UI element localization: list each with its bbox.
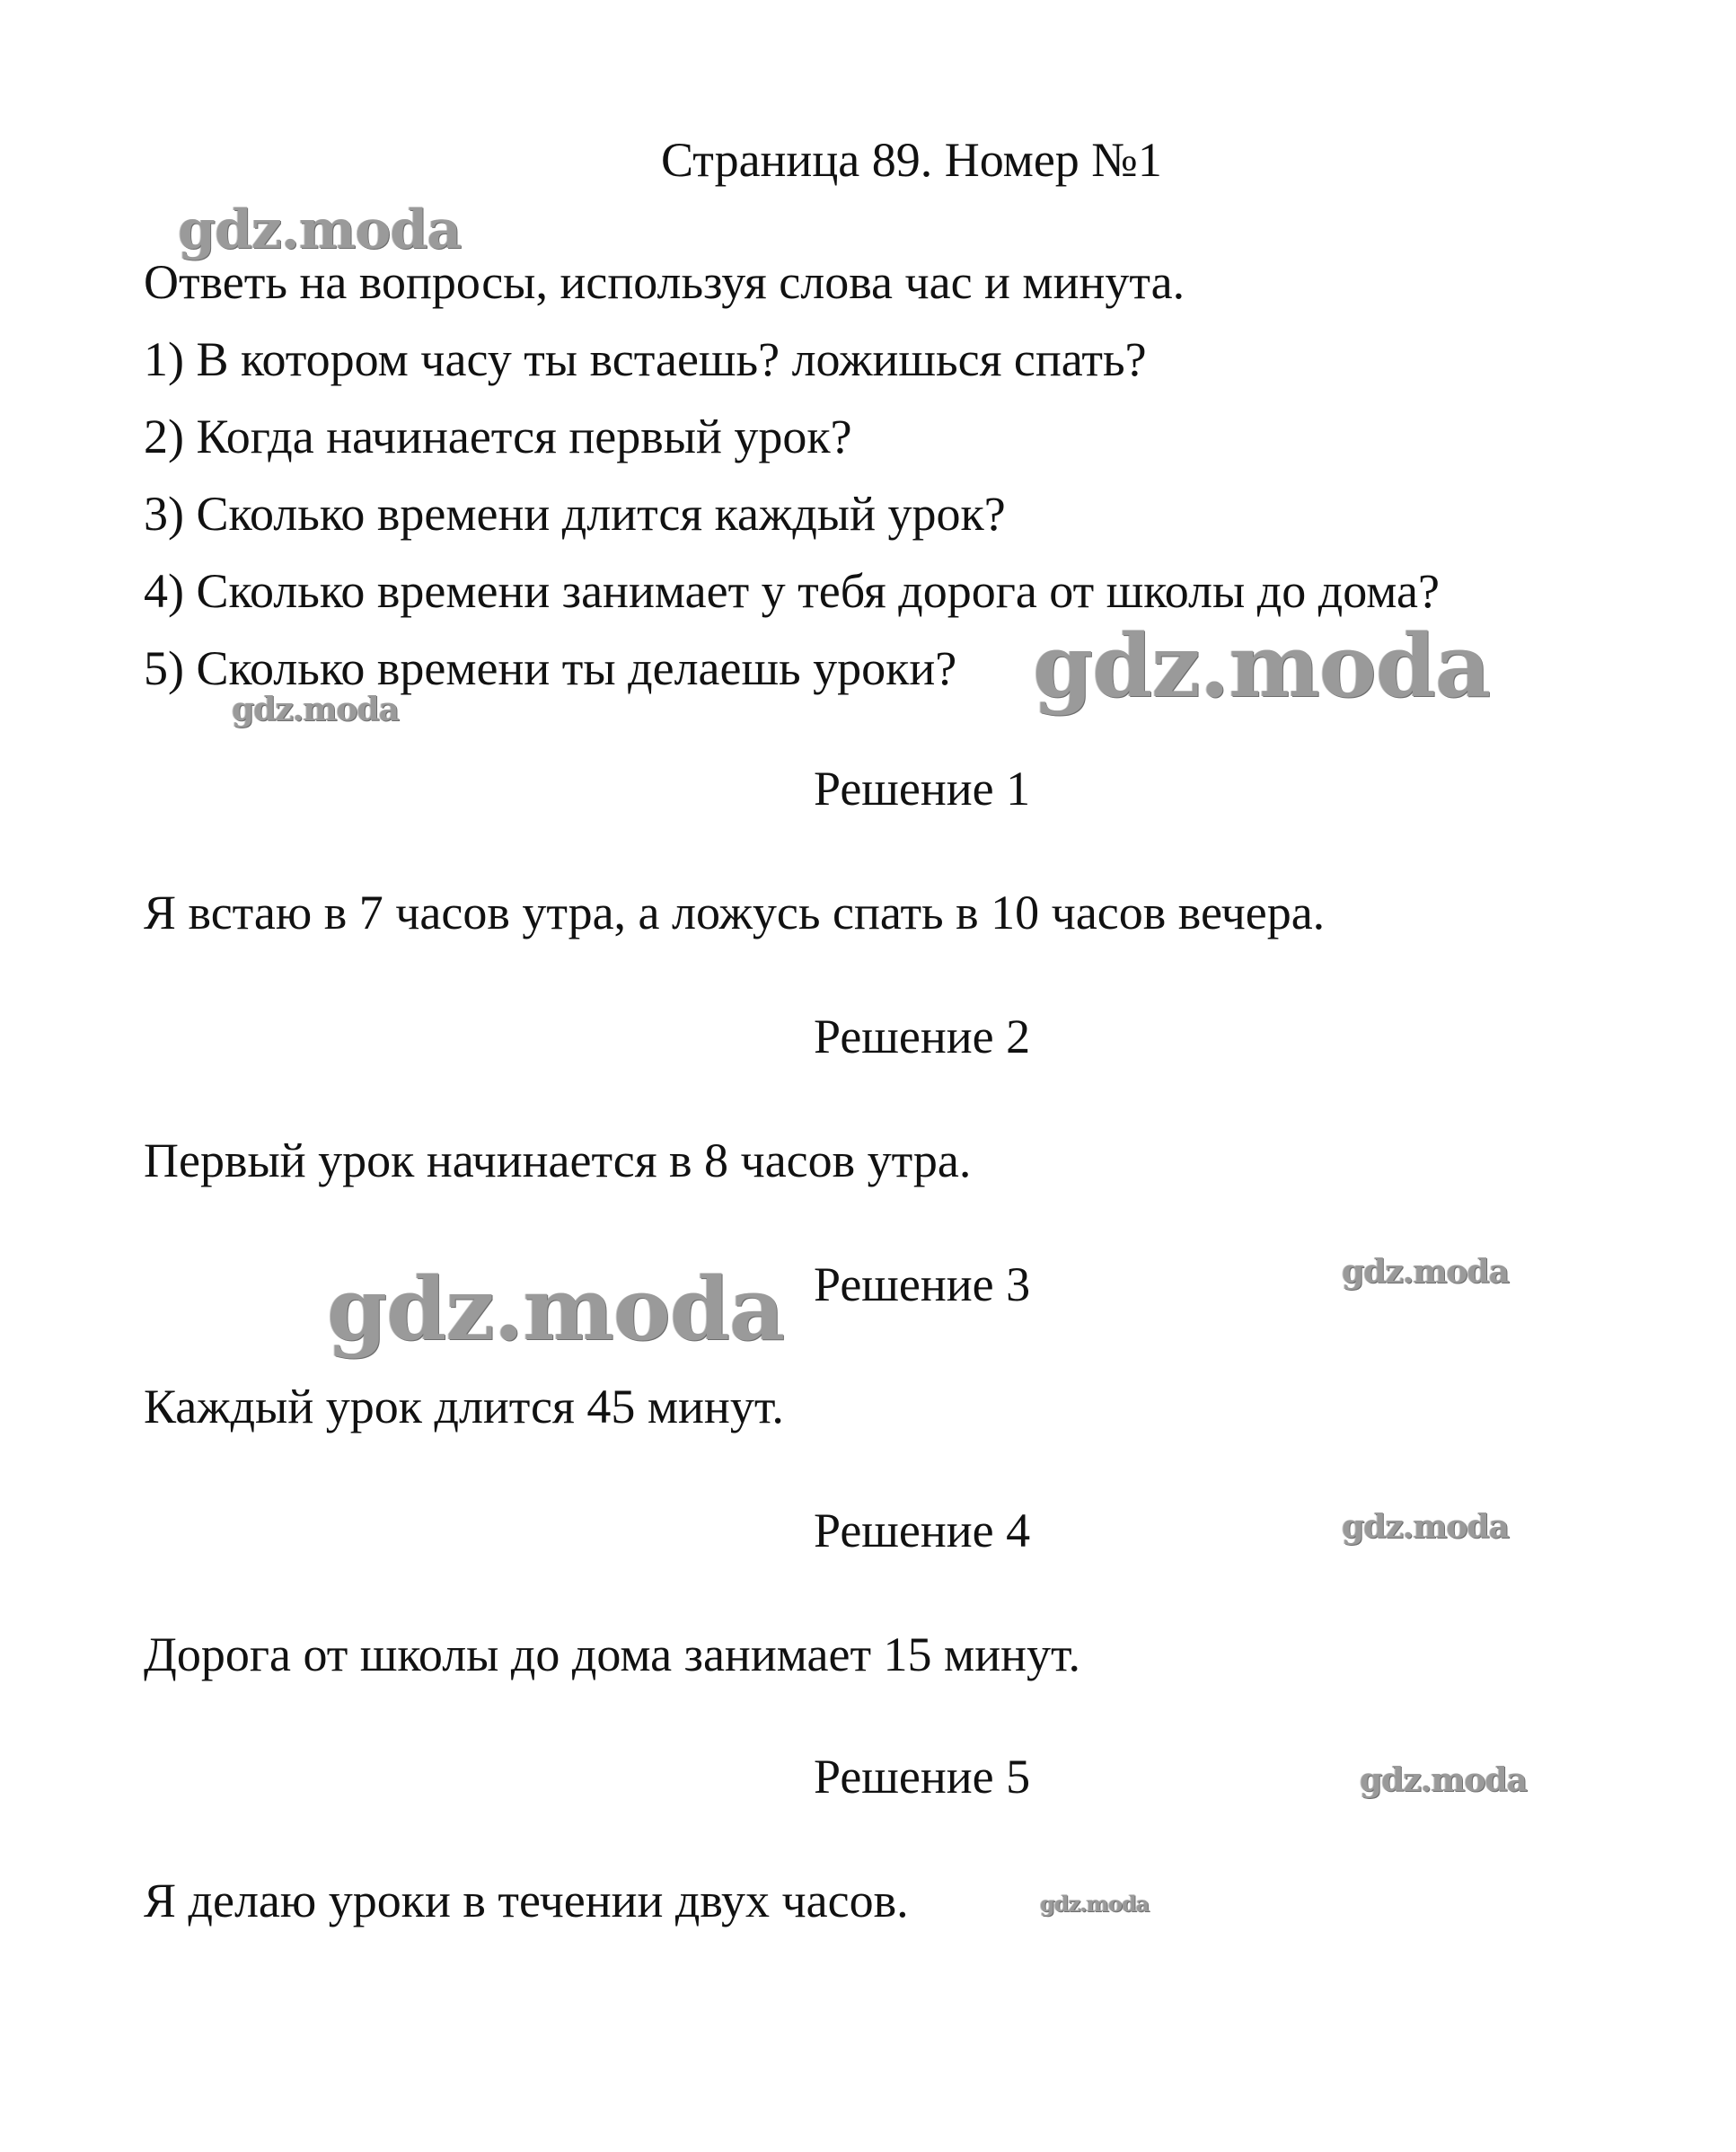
question-5: 5) Сколько времени ты делаешь уроки? — [144, 641, 957, 695]
solution-1-heading: Решение 1 — [814, 762, 1031, 816]
question-2: 2) Когда начинается первый урок? — [144, 410, 852, 463]
watermark-logo: gdz.moda — [1040, 1891, 1150, 1917]
solution-1-answer: Я встаю в 7 часов утра, а ложусь спать в 10 часов вечера. — [144, 886, 1326, 939]
task-instruction: Ответь на вопросы, используя слова час и минута. — [144, 255, 1185, 309]
watermark-logo: gdz.moda — [1033, 615, 1491, 717]
watermark-logo: gdz.moda — [1342, 1253, 1509, 1291]
solution-3-heading: Решение 3 — [814, 1257, 1031, 1311]
question-4: 4) Сколько времени занимает у тебя дорога от школы до дома? — [144, 564, 1440, 618]
solution-2-heading: Решение 2 — [814, 1010, 1031, 1063]
solution-3-answer: Каждый урок длится 45 минут. — [144, 1380, 784, 1433]
watermark-logo: gdz.moda — [232, 691, 399, 728]
solution-5-answer: Я делаю уроки в течении двух часов. — [144, 1874, 909, 1927]
page-title: Страница 89. Номер №1 — [661, 133, 1162, 187]
solution-2-answer: Первый урок начинается в 8 часов утра. — [144, 1133, 972, 1187]
watermark-logo: gdz.moda — [1360, 1761, 1527, 1799]
watermark-logo: gdz.moda — [1342, 1508, 1509, 1546]
question-3: 3) Сколько времени длится каждый урок? — [144, 487, 1006, 541]
solution-4-answer: Дорога от школы до дома занимает 15 минут. — [144, 1627, 1081, 1681]
watermark-logo: gdz.moda — [327, 1258, 785, 1360]
solution-4-heading: Решение 4 — [814, 1504, 1031, 1557]
watermark-logo: gdz.moda — [178, 198, 462, 261]
question-1: 1) В котором часу ты встаешь? ложишься спать? — [144, 332, 1147, 386]
solution-5-heading: Решение 5 — [814, 1750, 1031, 1804]
